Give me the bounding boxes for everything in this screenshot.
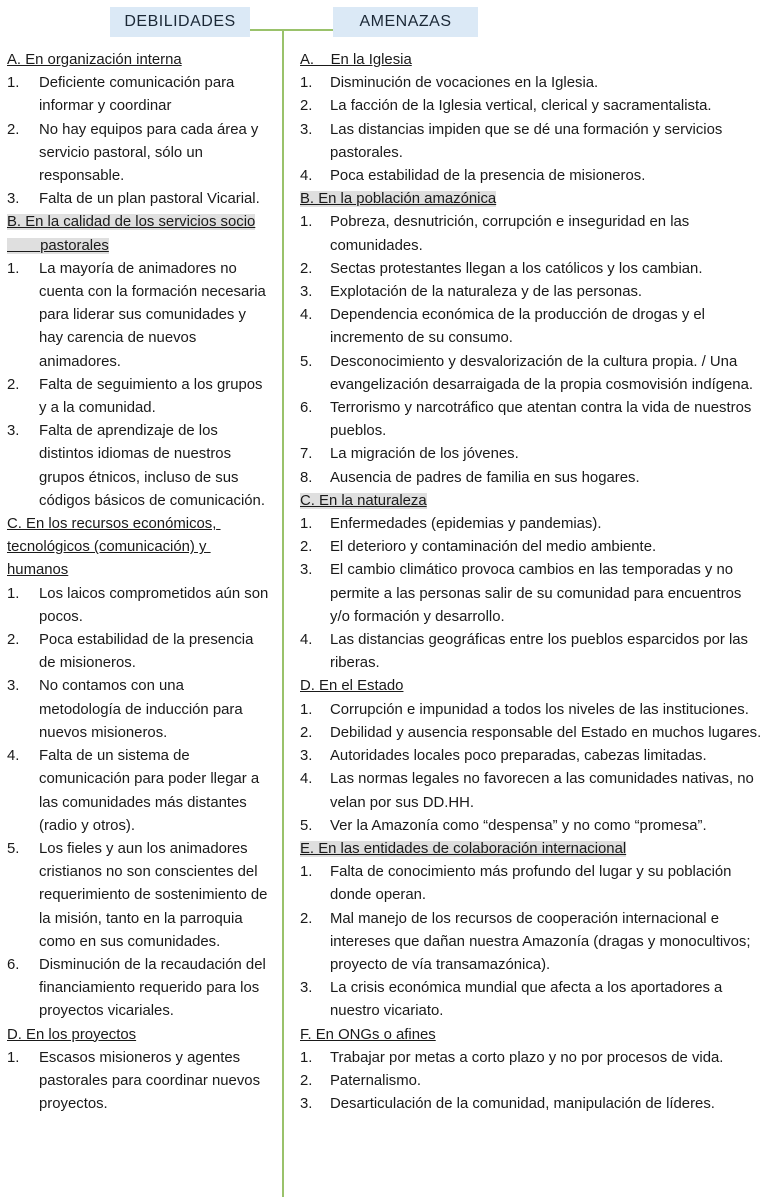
debilidad-list-item <box>7 838 269 954</box>
amenaza-section-title-text: A. En la Iglesia <box>300 52 412 68</box>
item-text: Deficiente comunicación para informar y coordinar <box>39 75 235 115</box>
item-number: 1. <box>300 75 313 92</box>
item-text: Ausencia de padres de familia en sus hogares. <box>330 469 640 486</box>
item-text: La facción de la Iglesia vertical, clerical y sacramentalista. <box>330 98 712 115</box>
item-number: 4. <box>300 632 313 649</box>
item-text: El deterioro y contaminación del medio ambiente. <box>330 539 657 556</box>
amenaza-list-item <box>300 908 762 978</box>
item-number: 2. <box>7 121 20 138</box>
item-number: 3. <box>300 980 313 997</box>
item-number: 3. <box>7 191 20 208</box>
item-number: 1. <box>7 585 20 602</box>
debilidad-section-title <box>7 49 269 72</box>
item-text: La crisis económica mundial que afecta a los aportadores a nuestro vicariato. <box>330 980 723 1020</box>
amenaza-list-item <box>300 722 762 745</box>
connector-line-right <box>283 29 333 31</box>
debilidad-list-item <box>7 374 269 420</box>
item-number: 1. <box>300 701 313 718</box>
item-number: 4. <box>7 748 20 765</box>
amenaza-list-item <box>300 119 762 165</box>
debilidad-list-item <box>7 745 269 838</box>
amenaza-section-title <box>300 838 762 861</box>
item-number: 1. <box>7 260 20 277</box>
amenaza-section-title <box>300 675 762 698</box>
item-text: Terrorismo y narcotráfico que atentan contra la vida de nuestros pueblos. <box>330 400 752 440</box>
item-text: Paternalismo. <box>330 1072 422 1089</box>
item-text: Desconocimiento y desvalorización de la cultura propia. / Una evangelización desarraigada de la propia cosmovisión indígena. <box>330 353 754 393</box>
item-text: Las normas legales no favorecen a las comunidades nativas, no velan por sus DD.HH. <box>330 771 754 811</box>
item-number: 3. <box>300 284 313 301</box>
amenaza-list-item <box>300 977 762 1023</box>
debilidades-header: DEBILIDADES <box>110 7 250 37</box>
amenaza-section-title-text: F. En ONGs o afines <box>300 1026 436 1043</box>
debilidad-list-item <box>7 119 269 189</box>
item-text: Mal manejo de los recursos de cooperación internacional e intereses que dañan nuestra Amazonía (dragas y monocultivos; proyecto de vía transamazónica). <box>330 910 751 973</box>
item-number: 3. <box>300 748 313 765</box>
debilidad-list-item <box>7 72 269 118</box>
amenaza-section-title-text: E. En las entidades de colaboración internacional <box>300 840 627 857</box>
amenazas-header: AMENAZAS <box>333 7 478 37</box>
debilidades-column <box>7 49 269 1116</box>
debilidad-list-item <box>7 583 269 629</box>
debilidad-list-item <box>7 188 269 211</box>
amenaza-list-item <box>300 536 762 559</box>
item-text: Los laicos comprometidos aún son pocos. <box>39 585 269 625</box>
item-text: Ver la Amazonía como “despensa” y no como “promesa”. <box>330 817 707 834</box>
item-text: Desarticulación de la comunidad, manipulación de líderes. <box>330 1096 715 1113</box>
item-number: 2. <box>300 98 313 115</box>
debilidad-list-item <box>7 954 269 1024</box>
item-number: 3. <box>7 678 20 695</box>
item-number: 8. <box>300 469 313 486</box>
amenaza-list-item <box>300 861 762 907</box>
debilidad-list-item <box>7 420 269 513</box>
debilidad-section-title-text: C. En los recursos económicos, tecnológicos (comunicación) y humanos <box>7 516 221 579</box>
amenaza-list-item <box>300 258 762 281</box>
amenaza-list-item <box>300 768 762 814</box>
item-text: Explotación de la naturaleza y de las personas. <box>330 284 643 301</box>
amenaza-list-item <box>300 165 762 188</box>
item-number: 6. <box>7 956 20 973</box>
item-number: 3. <box>300 121 313 138</box>
item-number: 1. <box>300 516 313 533</box>
amenaza-list-item <box>300 351 762 397</box>
amenaza-section-title <box>300 1024 762 1047</box>
item-text: Los fieles y aun los animadores cristianos no son conscientes del requerimiento de sostenimiento de la misión, tanto en la parroquia como en sus comunidades. <box>39 840 268 950</box>
amenazas-column <box>300 49 762 1116</box>
item-number: 1. <box>7 1049 20 1066</box>
item-text: Debilidad y ausencia responsable del Estado en muchos lugares. <box>330 724 762 741</box>
amenaza-list-item <box>300 72 762 95</box>
amenaza-list-item <box>300 513 762 536</box>
item-text: No hay equipos para cada área y servicio pastoral, sólo un responsable. <box>39 121 259 185</box>
item-number: 4. <box>300 307 313 324</box>
amenaza-list-item <box>300 1070 762 1093</box>
amenaza-section-title-text: C. En la naturaleza <box>300 492 427 509</box>
item-text: Escasos misioneros y agentes pastorales para coordinar nuevos proyectos. <box>39 1049 261 1113</box>
amenaza-list-item <box>300 559 762 629</box>
debilidad-section-title-text: D. En los proyectos <box>7 1026 137 1043</box>
debilidad-list-item <box>7 1047 269 1117</box>
item-number: 1. <box>300 214 313 231</box>
amenaza-list-item <box>300 1047 762 1070</box>
amenaza-list-item <box>300 815 762 838</box>
item-text: Autoridades locales poco preparadas, cabezas limitadas. <box>330 748 707 765</box>
item-text: Trabajar por metas a corto plazo y no por procesos de vida. <box>330 1049 724 1066</box>
debilidad-section-title <box>7 211 269 257</box>
item-text: No contamos con una metodología de inducción para nuevos misioneros. <box>39 678 243 741</box>
amenaza-list-item <box>300 745 762 768</box>
item-text: Disminución de la recaudación del financiamiento requerido para los proyectos vicariales. <box>39 956 266 1020</box>
item-number: 1. <box>300 864 313 881</box>
debilidad-section-title <box>7 513 269 583</box>
amenaza-list-item <box>300 397 762 443</box>
item-text: Enfermedades (epidemias y pandemias). <box>330 516 602 533</box>
item-text: Pobreza, desnutrición, corrupción e inseguridad en las comunidades. <box>330 214 690 254</box>
item-number: 6. <box>300 400 313 417</box>
debilidad-list-item <box>7 675 269 745</box>
item-text: Falta de un sistema de comunicación para poder llegar a las comunidades más distantes (radio y otros). <box>39 748 260 834</box>
connector-line-left <box>250 29 283 31</box>
debilidad-section-title <box>7 1024 269 1047</box>
item-number: 2. <box>300 1072 313 1089</box>
item-number: 4. <box>300 771 313 788</box>
debilidad-list-item <box>7 629 269 675</box>
amenaza-list-item <box>300 281 762 304</box>
item-number: 1. <box>300 1049 313 1066</box>
item-number: 7. <box>300 446 313 463</box>
amenaza-list-item <box>300 467 762 490</box>
debilidad-list-item <box>7 258 269 374</box>
amenaza-list-item <box>300 443 762 466</box>
item-number: 2. <box>7 376 20 393</box>
item-text: Las distancias geográficas entre los pueblos esparcidos por las riberas. <box>330 632 749 672</box>
debilidad-section-title-text: A. En organización interna <box>7 52 182 68</box>
item-number: 2. <box>300 910 313 927</box>
item-number: 5. <box>300 817 313 834</box>
amenaza-section-title <box>300 188 762 211</box>
item-number: 3. <box>7 423 20 440</box>
amenaza-list-item <box>300 629 762 675</box>
item-text: La migración de los jóvenes. <box>330 446 519 463</box>
item-text: Poca estabilidad de la presencia de misioneros. <box>39 632 254 672</box>
item-text: Falta de seguimiento a los grupos y a la comunidad. <box>39 376 263 417</box>
amenaza-section-title-text: D. En el Estado <box>300 678 404 695</box>
item-text: Corrupción e impunidad a todos los niveles de las instituciones. <box>330 701 749 718</box>
item-number: 5. <box>7 840 20 857</box>
item-number: 2. <box>300 539 313 556</box>
item-text: Las distancias impiden que se dé una formación y servicios pastorales. <box>330 121 723 161</box>
item-text: Sectas protestantes llegan a los católicos y los cambian. <box>330 260 703 277</box>
item-text: Falta de un plan pastoral Vicarial. <box>39 191 260 208</box>
item-text: Poca estabilidad de la presencia de misioneros. <box>330 168 646 185</box>
item-number: 2. <box>300 724 313 741</box>
column-divider <box>282 29 284 1197</box>
amenaza-list-item <box>300 95 762 118</box>
item-number: 4. <box>300 168 313 185</box>
item-text: La mayoría de animadores no cuenta con la formación necesaria para liderar sus comunidades y hay carencia de nuevos animadores. <box>39 260 266 370</box>
amenaza-section-title-text: B. En la población amazónica <box>300 191 497 208</box>
amenaza-list-item <box>300 304 762 350</box>
item-number: 2. <box>7 632 20 649</box>
debilidad-section-title-text: B. En la calidad de los servicios socio pastorales <box>7 214 256 254</box>
item-text: Falta de conocimiento más profundo del lugar y su población donde operan. <box>330 864 732 904</box>
amenaza-section-title <box>300 49 762 72</box>
item-number: 3. <box>300 562 313 579</box>
item-number: 5. <box>300 353 313 370</box>
item-text: Disminución de vocaciones en la Iglesia. <box>330 75 599 92</box>
amenaza-list-item <box>300 699 762 722</box>
amenaza-list-item <box>300 211 762 257</box>
item-text: Dependencia económica de la producción de drogas y el incremento de su consumo. <box>330 307 705 347</box>
amenaza-section-title <box>300 490 762 513</box>
item-text: El cambio climático provoca cambios en las temporadas y no permite a las personas salir de su comunidad para encuentros y/o formación y desarrollo. <box>330 562 742 625</box>
item-text: Falta de aprendizaje de los distintos idiomas de nuestros grupos étnicos, incluso de sus códigos básicos de comunicación. <box>39 423 265 509</box>
item-number: 2. <box>300 260 313 277</box>
amenaza-list-item <box>300 1093 762 1116</box>
item-number: 1. <box>7 75 20 92</box>
item-number: 3. <box>300 1096 313 1113</box>
